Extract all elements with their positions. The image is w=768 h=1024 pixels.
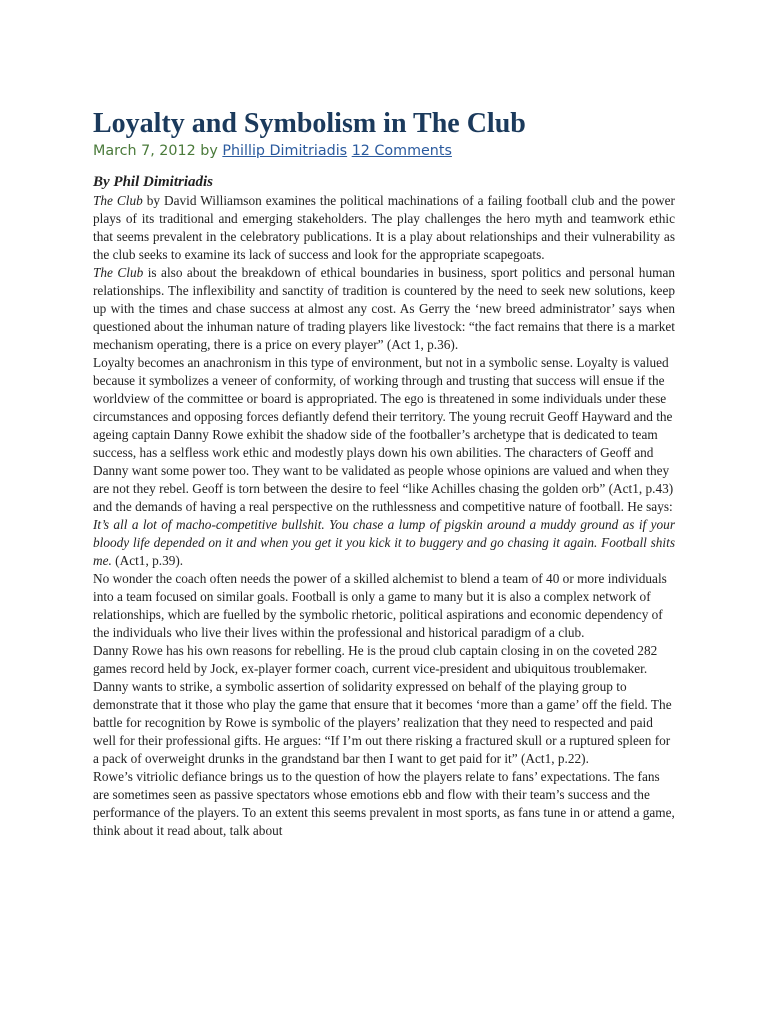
byline: By Phil Dimitriadis — [93, 174, 214, 190]
paragraph-1 — [93, 192, 675, 264]
paragraph-5: Danny Rowe has his own reasons for rebelling. He is the proud club captain closing in on the coveted 282 games record held by Jock, ex-player former coach, current vice-president and ubiquitous troublemaker. Danny wants to strike, a symbolic assertion of solidarity expressed on behalf of the playing group to demonstrate that it those who play the game that ensure that it becomes ‘more than a game’ off the field. The battle for recognition by Rowe is symbolic of the players’ realization that they need to respected and paid well for their professional gifts. He argues: “If I’m out there risking a fractured skull or a ruptured spleen for a pack of overweight drunks in the grandstand bar then I want to get paid for it” (Act1, p.22). — [93, 643, 672, 766]
article-body — [93, 192, 675, 840]
paragraph-1-text: by David Williamson examines the political machinations of a failing football club and the power plays of its traditional and emerging stakeholders. The play challenges the hero myth and teamwork ethic that seems prevalent in the celebratory publications. It is a play about relationships and their vulnerability as the club seeks to examine its lack of success and look for the appropriate scapegoats. — [93, 193, 675, 262]
author-link[interactable]: Phillip Dimitriadis — [222, 143, 348, 159]
paragraph-2 — [93, 264, 675, 354]
paragraph-3: Loyalty becomes an anachronism in this type of environment, but not in a symbolic sense. Loyalty is valued because it symbolizes a veneer of conformity, of working through and trusting that success will ensue if the worldview of the committee or board is appropriated. The ego is threatened in some individuals under these circumstances and opposing forces defiantly defend their territory. The young recruit Geoff Hayward and the ageing captain Danny Rowe exhibit the shadow side of the footballer’s archetype that is dedicated to team success, has a selfless work ethic and modestly plays down his own abilities. The characters of Geoff and Danny want some power too. They want to be validated as people whose opinions are valued and when they are not they rebel. Geoff is torn between the desire to feel “like Achilles chasing the golden orb” (Act1, p.43) and the demands of having a real perspective on the ruthlessness and competitive nature of football. He says: — [93, 355, 674, 514]
article — [93, 108, 675, 840]
paragraph-2-text: is also about the breakdown of ethical boundaries in business, sport politics and personal human relationships. The inflexibility and sanctity of tradition is countered by the need to seek new solutions, keep up with the times and chase success at almost any cost. As Gerry the ‘new breed administrator’ says when questioned about the inhuman nature of trading players like livestock: “the fact remains that there is a market mechanism operating, there is a price on every player” (Act 1, p.36). — [93, 265, 675, 352]
quote-reference: (Act1, p.39). — [111, 553, 184, 568]
article-meta — [93, 141, 675, 161]
meta-by: by — [200, 143, 218, 159]
paragraph-4: No wonder the coach often needs the power of a skilled alchemist to blend a team of 40 or more individuals into a team focused on similar goals. Football is only a game to many but it is also a complex network of relationships, which are fuelled by the symbolic rhetoric, political aspirations and economic dependency of the individuals who live their lives within the professional and historical paradigm of a club. — [93, 571, 667, 640]
article-title: Loyalty and Symbolism in The Club — [93, 108, 526, 139]
block-quote — [93, 516, 675, 570]
post-date: March 7, 2012 — [93, 143, 196, 159]
play-title: The Club — [93, 265, 144, 280]
play-title: The Club — [93, 193, 143, 208]
paragraph-6: Rowe’s vitriolic defiance brings us to the question of how the players relate to fans’ expectations. The fans are sometimes seen as passive spectators whose emotions ebb and flow with their team’s success and the performance of the players. To an extent this seems prevalent in most sports, as fans tune in or attend a game, think about it read about, talk about — [93, 769, 675, 838]
comments-link[interactable]: 12 Comments — [351, 143, 452, 159]
quote-text: It’s all a lot of macho-competitive bullshit. You chase a lump of pigskin around a muddy ground as if your bloody life depended on it and when you get it you kick it to buggery and go chasing it again. Football shits me. — [93, 517, 675, 568]
